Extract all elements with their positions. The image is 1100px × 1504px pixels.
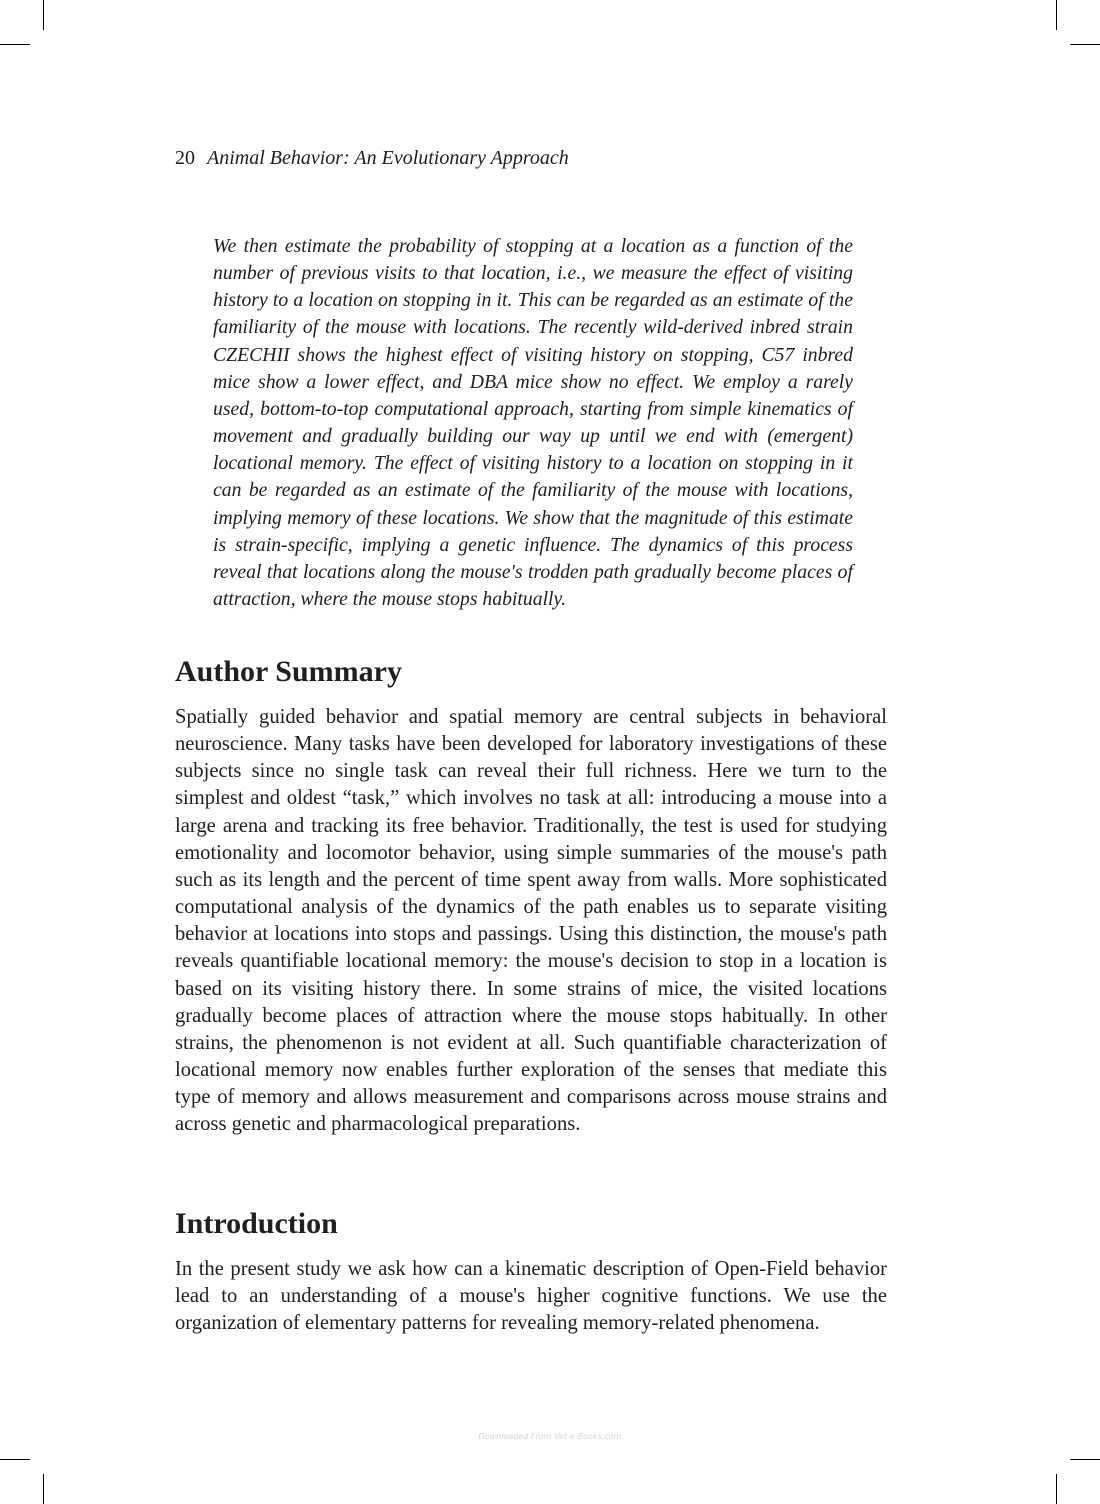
crop-mark-bottom-right-horizontal	[1070, 1459, 1100, 1460]
crop-mark-top-right-vertical	[1056, 0, 1057, 30]
book-title: Animal Behavior: An Evolutionary Approach	[207, 147, 569, 169]
running-head	[175, 145, 569, 171]
section-heading-introduction: Introduction	[175, 1207, 338, 1240]
crop-mark-bottom-right-vertical	[1056, 1474, 1057, 1504]
crop-mark-bottom-left-horizontal	[0, 1459, 30, 1460]
section-heading-author-summary: Author Summary	[175, 655, 402, 688]
crop-mark-top-left-vertical	[43, 0, 44, 30]
crop-mark-top-left-horizontal	[0, 44, 30, 45]
page-number: 20	[175, 147, 195, 169]
introduction-paragraph: In the present study we ask how can a kinematic description of Open-Field behavior lead to an understanding of a mouse's higher cognitive functions. We use the organization of elementary patterns for revealing memory-related phenomena.	[175, 1258, 887, 1335]
author-summary-paragraph: Spatially guided behavior and spatial memory are central subjects in behavioral neuroscience. Many tasks have been developed for laboratory investigations of these subjects since no single task can reveal their full richness. Here we turn to the simplest and oldest “task,” which involves no task at all: introducing a mouse into a large arena and tracking its free behavior. Traditionally, the test is used for studying emotionality and locomotor behavior, using simple summaries of the mouse's path such as its length and the percent of time spent away from walls. More sophisticated computational analysis of the dynamics of the path enables us to separate visiting behavior at locations into stops and passings. Using this distinction, the mouse's path reveals quantifiable locational memory: the mouse's decision to stop in a location is based on its visiting history there. In some strains of mice, the visited locations gradually become places of attraction where the mouse stops habitually. In other strains, the phenomenon is not evident at all. Such quantifiable characterization of locational memory now enables further exploration of the senses that mediate this type of memory and allows measurement and comparisons across mouse strains and across genetic and pharmacological preparations.	[175, 706, 887, 1136]
download-watermark: Downloaded From Vet-e-Books.com	[478, 1432, 622, 1441]
crop-mark-bottom-left-vertical	[43, 1474, 44, 1504]
abstract-paragraph: We then estimate the probability of stopping at a location as a function of the number of previous visits to that location, i.e., we measure the effect of visiting history to a location on stopping in it. This can be regarded as an estimate of the familiarity of the mouse with locations. The recently wild-derived inbred strain CZECHII shows the highest effect of visiting history on stopping, C57 inbred mice show a lower effect, and DBA mice show no effect. We employ a rarely used, bottom-to-top computational approach, starting from simple kinematics of movement and gradually building our way up until we end with (emergent) locational memory. The effect of visiting history to a location on stopping in it can be regarded as an estimate of the familiarity of the mouse with locations, implying memory of these locations. We show that the magnitude of this estimate is strain-specific, implying a genetic influence. The dynamics of this process reveal that locations along the mouse's trodden path gradually become places of attraction, where the mouse stops habitually.	[213, 235, 853, 611]
crop-mark-top-right-horizontal	[1070, 44, 1100, 45]
